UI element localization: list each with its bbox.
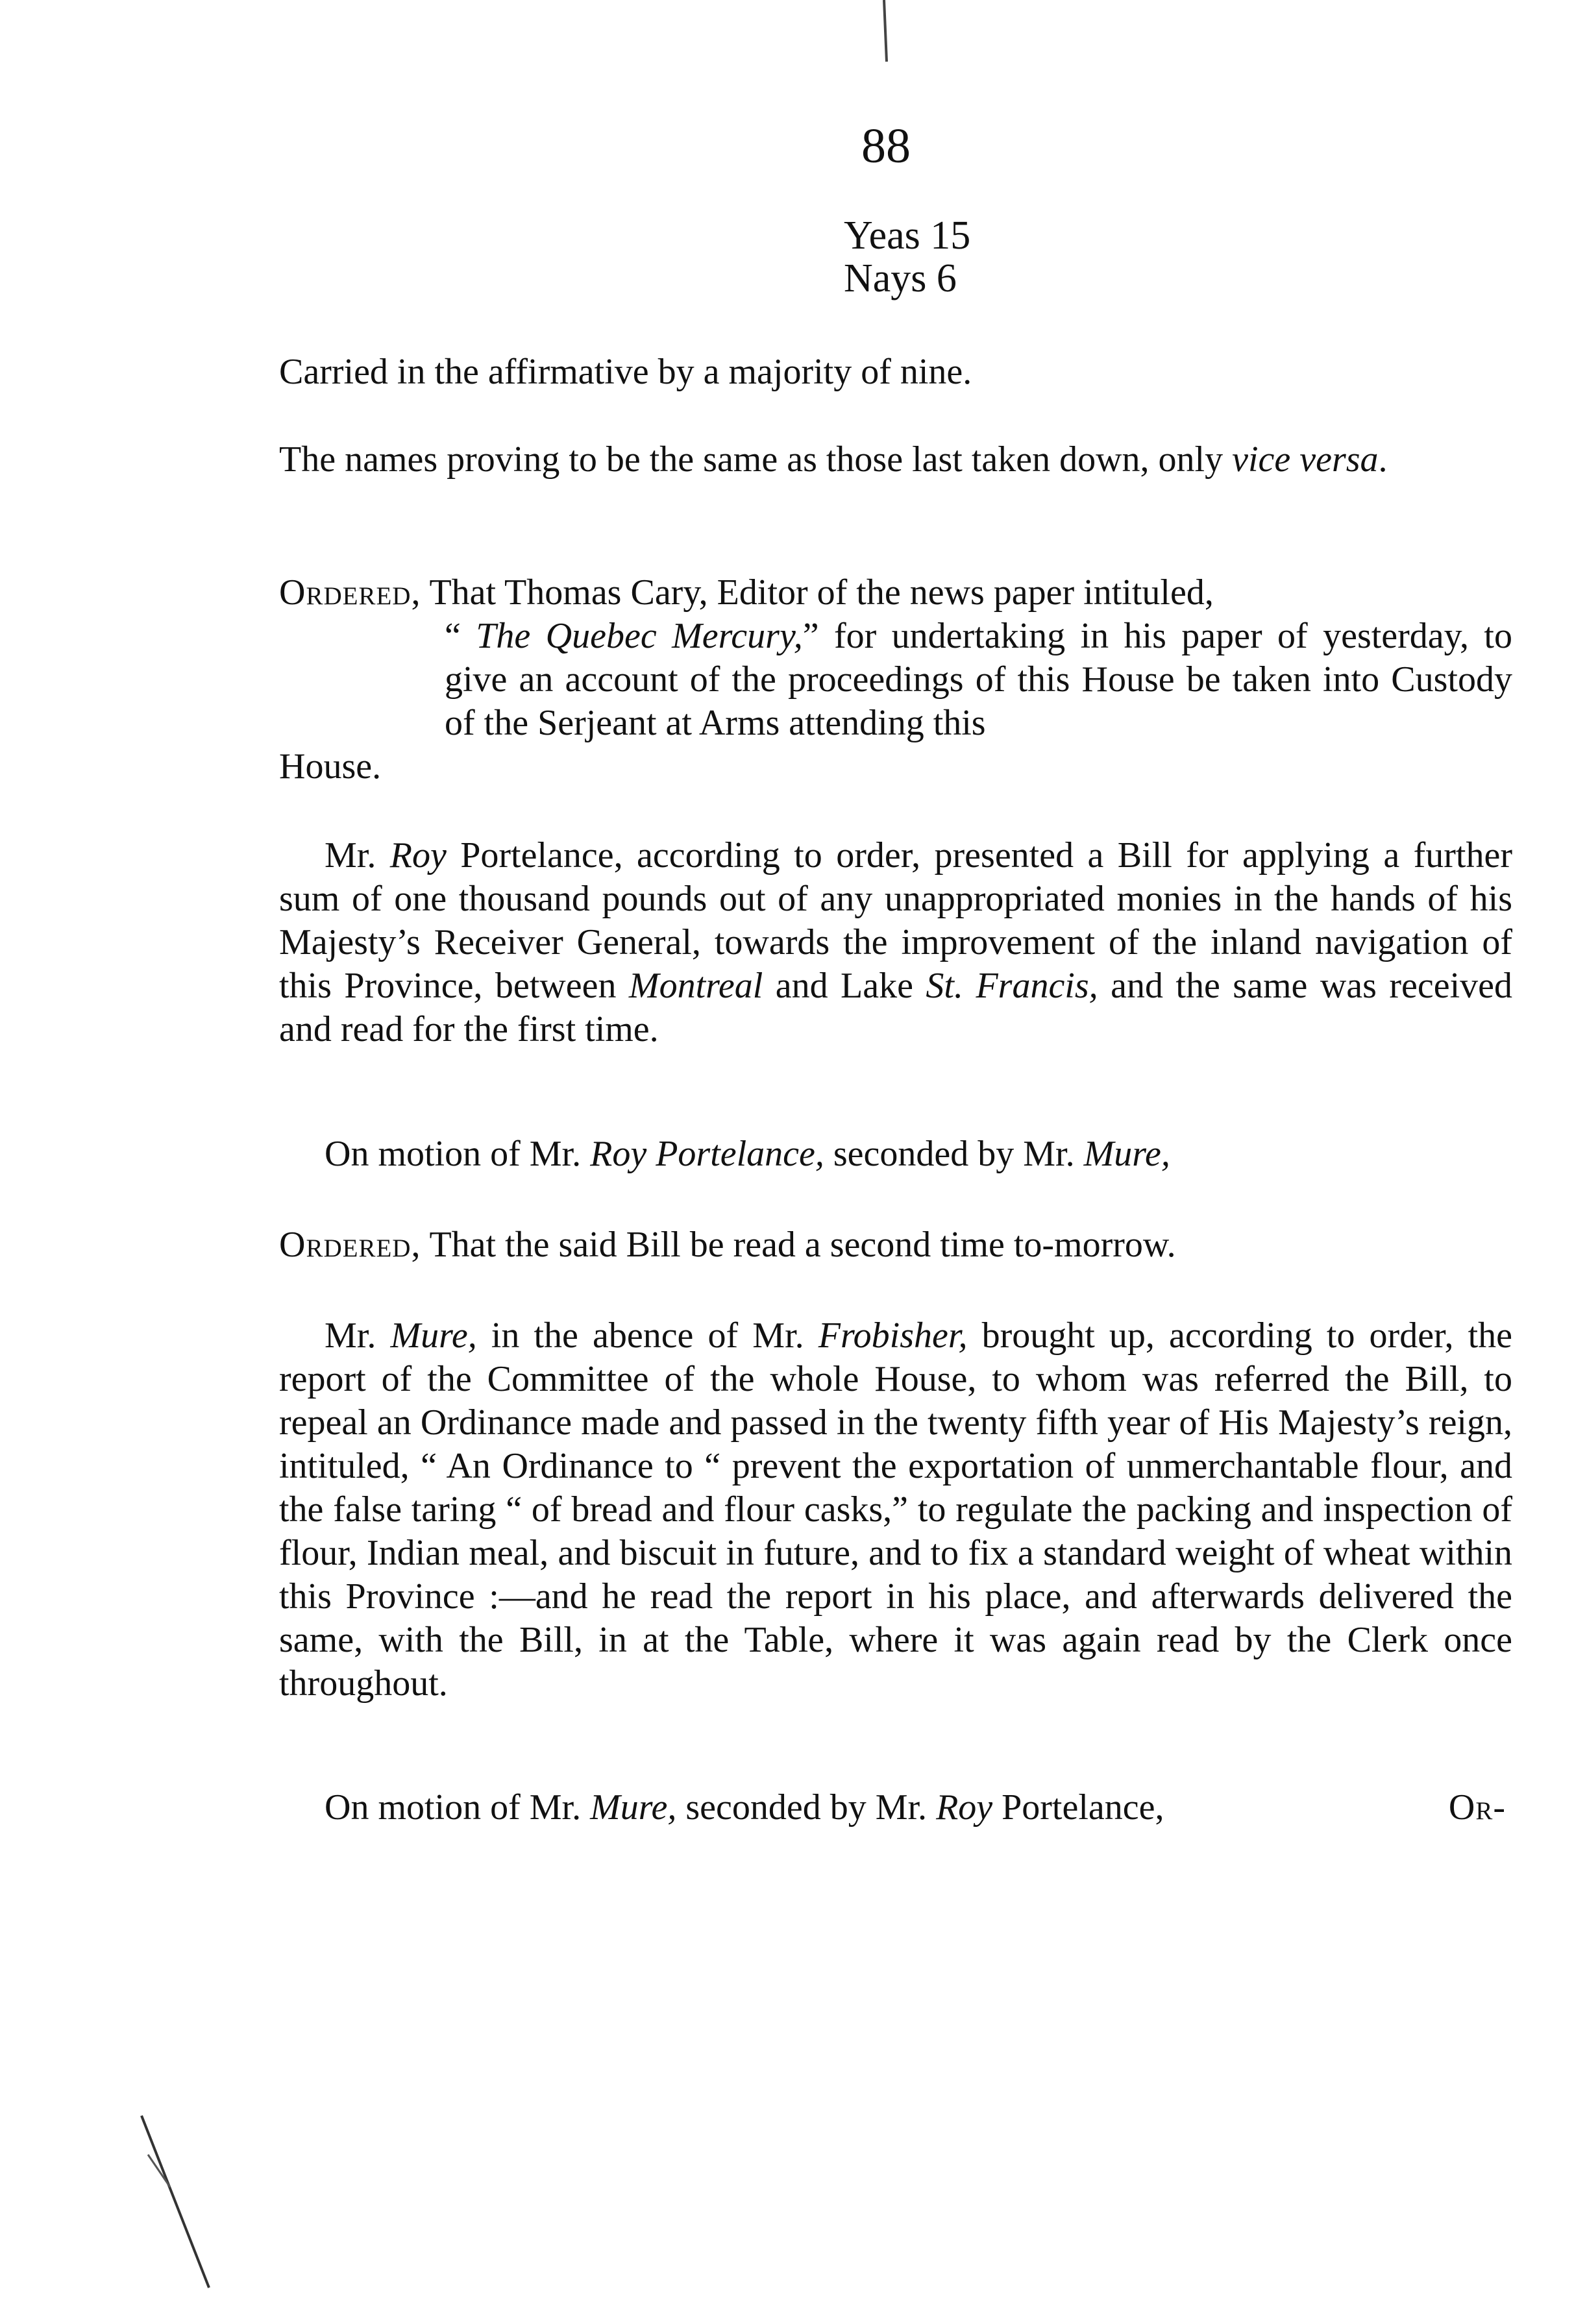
bill-place-montreal: Montreal (628, 966, 763, 1006)
newspaper-title: The Quebec Mercury, (476, 616, 803, 656)
motion2-seconder-last: Portelance, (992, 1787, 1164, 1828)
quote-open: “ (445, 616, 476, 656)
motion2-seconder-first: Roy (936, 1787, 993, 1828)
ordered-lead-text: That Thomas Cary, Editor of the news paper intituled, (421, 572, 1214, 613)
ordered2-text: That the said Bill be read a second time to-morrow. (421, 1225, 1176, 1265)
motion1-mover: Roy Portelance, (590, 1134, 824, 1174)
ordered-tail: House. (279, 746, 382, 787)
bill-b: Portelance, according to order, presented a Bill for applying a further sum of one thousand pounds out of any unappropriated monies in the hands of his Majesty’s Receiver General, towards the improvement of the inland navigation of this Province, between (279, 835, 1512, 1006)
vice-versa-text: vice versa (1232, 439, 1379, 480)
catchword: Or- (1448, 1787, 1506, 1828)
motion1-seconder: Mure, (1083, 1134, 1170, 1174)
motion2-b: seconded by Mr. (676, 1787, 937, 1828)
report-c: brought up, according to order, the report of the Committee of the whole House, to whom was referred the Bill, to repeal an Ordinance made and passed in the twenty fifth year of His Majesty’s reign, intituled, “ An Ordinance to “ prevent the exportation of unmerchantable flour, and the false taring “ of bread and flour casks,” to regulate the packing and inspection of flour, Indian meal, and biscuit in future, and to fix a standard weight of wheat within this Province :—and he read the report in his place, and afterwards delivered the same, with the Bill, in at the Table, where it was again read by the Clerk once throughout. (279, 1315, 1512, 1704)
report-name-frobisher: Frobisher, (818, 1315, 968, 1356)
ordered-rest: ” for undertaking in his paper of yesterday, to give an account of the proceedings of this House be taken into Custody of the Serjeant at Arms attending this (445, 616, 1512, 743)
ordered-label: Ordered, (279, 572, 421, 613)
names-end: . (1378, 439, 1388, 480)
report-a: Mr. (325, 1315, 391, 1356)
bill-a: Mr. (325, 835, 390, 875)
names-text: The names proving to be the same as those last taken down, only (279, 439, 1233, 480)
motion1-a: On motion of Mr. (325, 1134, 591, 1174)
scan-mark-bottom (141, 2116, 209, 2288)
motion2-mover: Mure, (590, 1787, 677, 1828)
yeas-count: Yeas 15 (844, 214, 971, 258)
bill-d: and the same was received and read for the first time. (279, 966, 1512, 1049)
report-b: in the abence of Mr. (476, 1315, 818, 1356)
bill-name: Roy (389, 835, 447, 875)
motion2-a: On motion of Mr. (325, 1787, 591, 1828)
motion1-b: seconded by Mr. (824, 1134, 1084, 1174)
ordered2-label: Ordered, (279, 1225, 421, 1265)
report-name-mure: Mure, (390, 1315, 477, 1356)
bill-place-st-francis: St. Francis, (926, 966, 1098, 1006)
nays-count: Nays 6 (844, 256, 957, 300)
carried-text: Carried in the affirmative by a majority of nine. (279, 352, 972, 392)
page-number: 88 (861, 119, 911, 173)
bill-c: and Lake (763, 966, 926, 1006)
scan-mark-top (884, 0, 887, 62)
